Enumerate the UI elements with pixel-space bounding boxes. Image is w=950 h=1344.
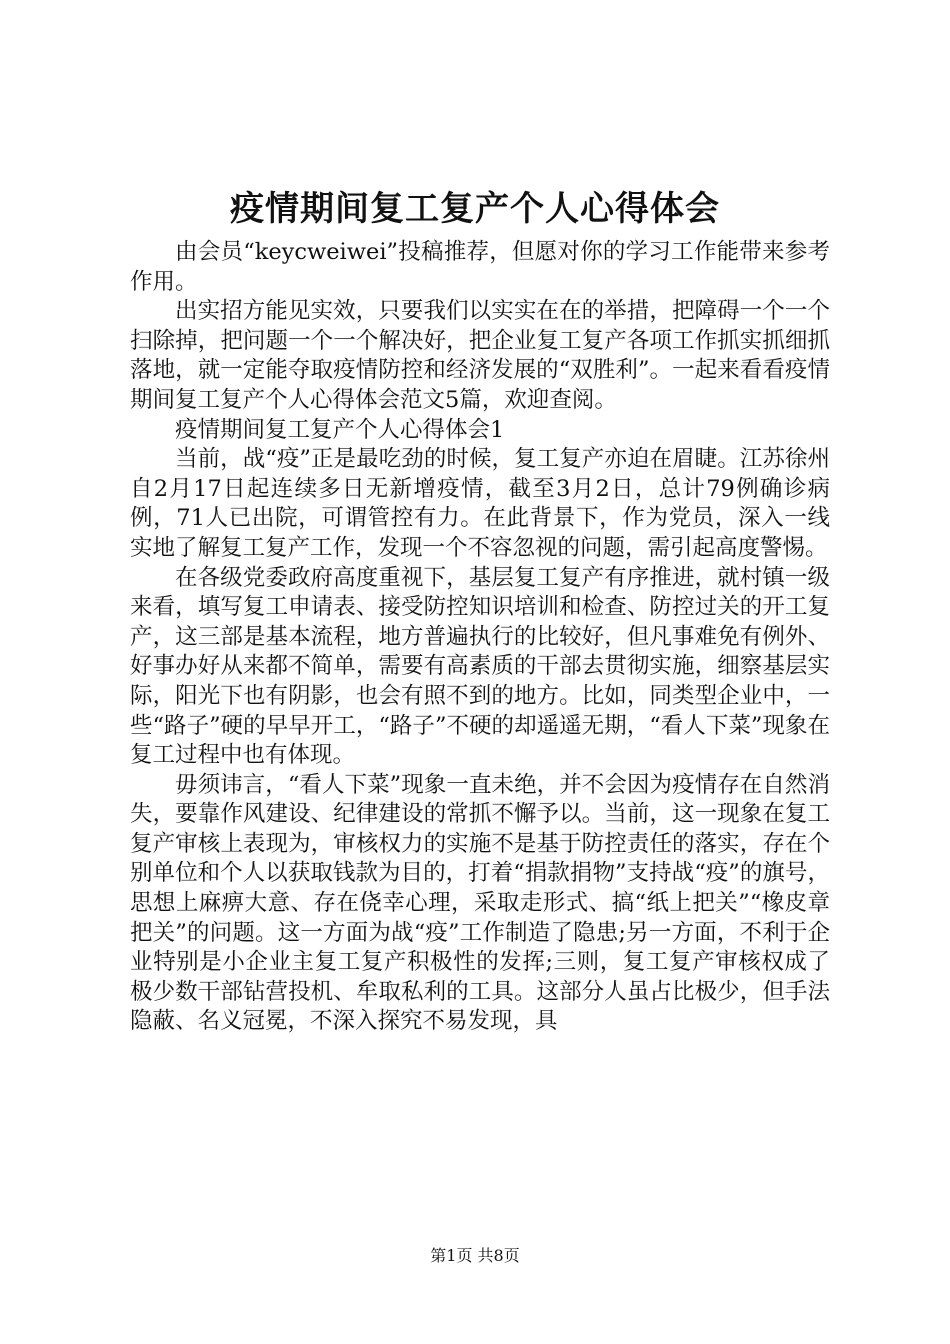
document-body <box>130 238 830 1037</box>
page-number: 第1页 <box>430 1246 473 1265</box>
paragraph-summary: 出实招方能见实效，只要我们以实实在在的举措，把障碍一个一个扫除掉，把问题一个一个解决好，把企业复工复产各项工作抓实抓细抓落地，就一定能夺取疫情防控和经济发展的“双胜利”。一起来看看疫情期间复工复产个人心得体会范文5篇，欢迎查阅。 <box>130 298 830 413</box>
paragraph-body: 在各级党委政府高度重视下，基层复工复产有序推进，就村镇一级来看，填写复工申请表、接受防控知识培训和检查、防控过关的开工复产，这三部是基本流程，地方普遍执行的比较好，但凡事难免有例外、好事办好从来都不简单，需要有高素质的干部去贯彻实施，细察基层实际，阳光下也有阴影，也会有照不到的地方。比如，同类型企业中，一些“路子”硬的早早开工，“路子”不硬的却遥遥无期，“看人下菜”现象在复工过程中也有体现。 <box>130 564 830 769</box>
document-title: 疫情期间复工复产个人心得体会 <box>230 189 720 229</box>
paragraph-body: 毋须讳言，“看人下菜”现象一直未绝，并不会因为疫情存在自然消失，要靠作风建设、纪律建设的常抓不懈予以。当前，这一现象在复工复产审核上表现为，审核权力的实施不是基于防控责任的落实，存在个别单位和个人以获取钱款为目的，打着“捐款捐物”支持战“疫”的旗号，思想上麻痹大意、存在侥幸心理，采取走形式、搞“纸上把关”“橡皮章把关”的问题。这一方面为战“疫”工作制造了隐患;另一方面，不利于企业特别是小企业主复工复产积极性的发挥;三则，复工复产审核权成了极少数干部钻营投机、牟取私利的工具。这部分人虽占比极少，但手法隐蔽、名义冠冕，不深入探究不易发现，具 <box>130 771 830 1035</box>
page-total: 共8页 <box>477 1246 520 1265</box>
paragraph-body: 当前，战“疫”正是最吃劲的时候，复工复产亦迫在眉睫。江苏徐州自2月17日起连续多日无新增疫情，截至3月2日，总计79例确诊病例，71人已出院，可谓管控有力。在此背景下，作为党员，深入一线实地了解复工复产工作，发现一个不容忽视的问题，需引起高度警惕。 <box>130 446 830 561</box>
section-heading: 疫情期间复工复产个人心得体会1 <box>175 416 505 443</box>
paragraph-intro: 由会员“keycweiwei”投稿推荐，但愿对你的学习工作能带来参考作用。 <box>130 239 830 295</box>
page-footer <box>0 1246 950 1266</box>
